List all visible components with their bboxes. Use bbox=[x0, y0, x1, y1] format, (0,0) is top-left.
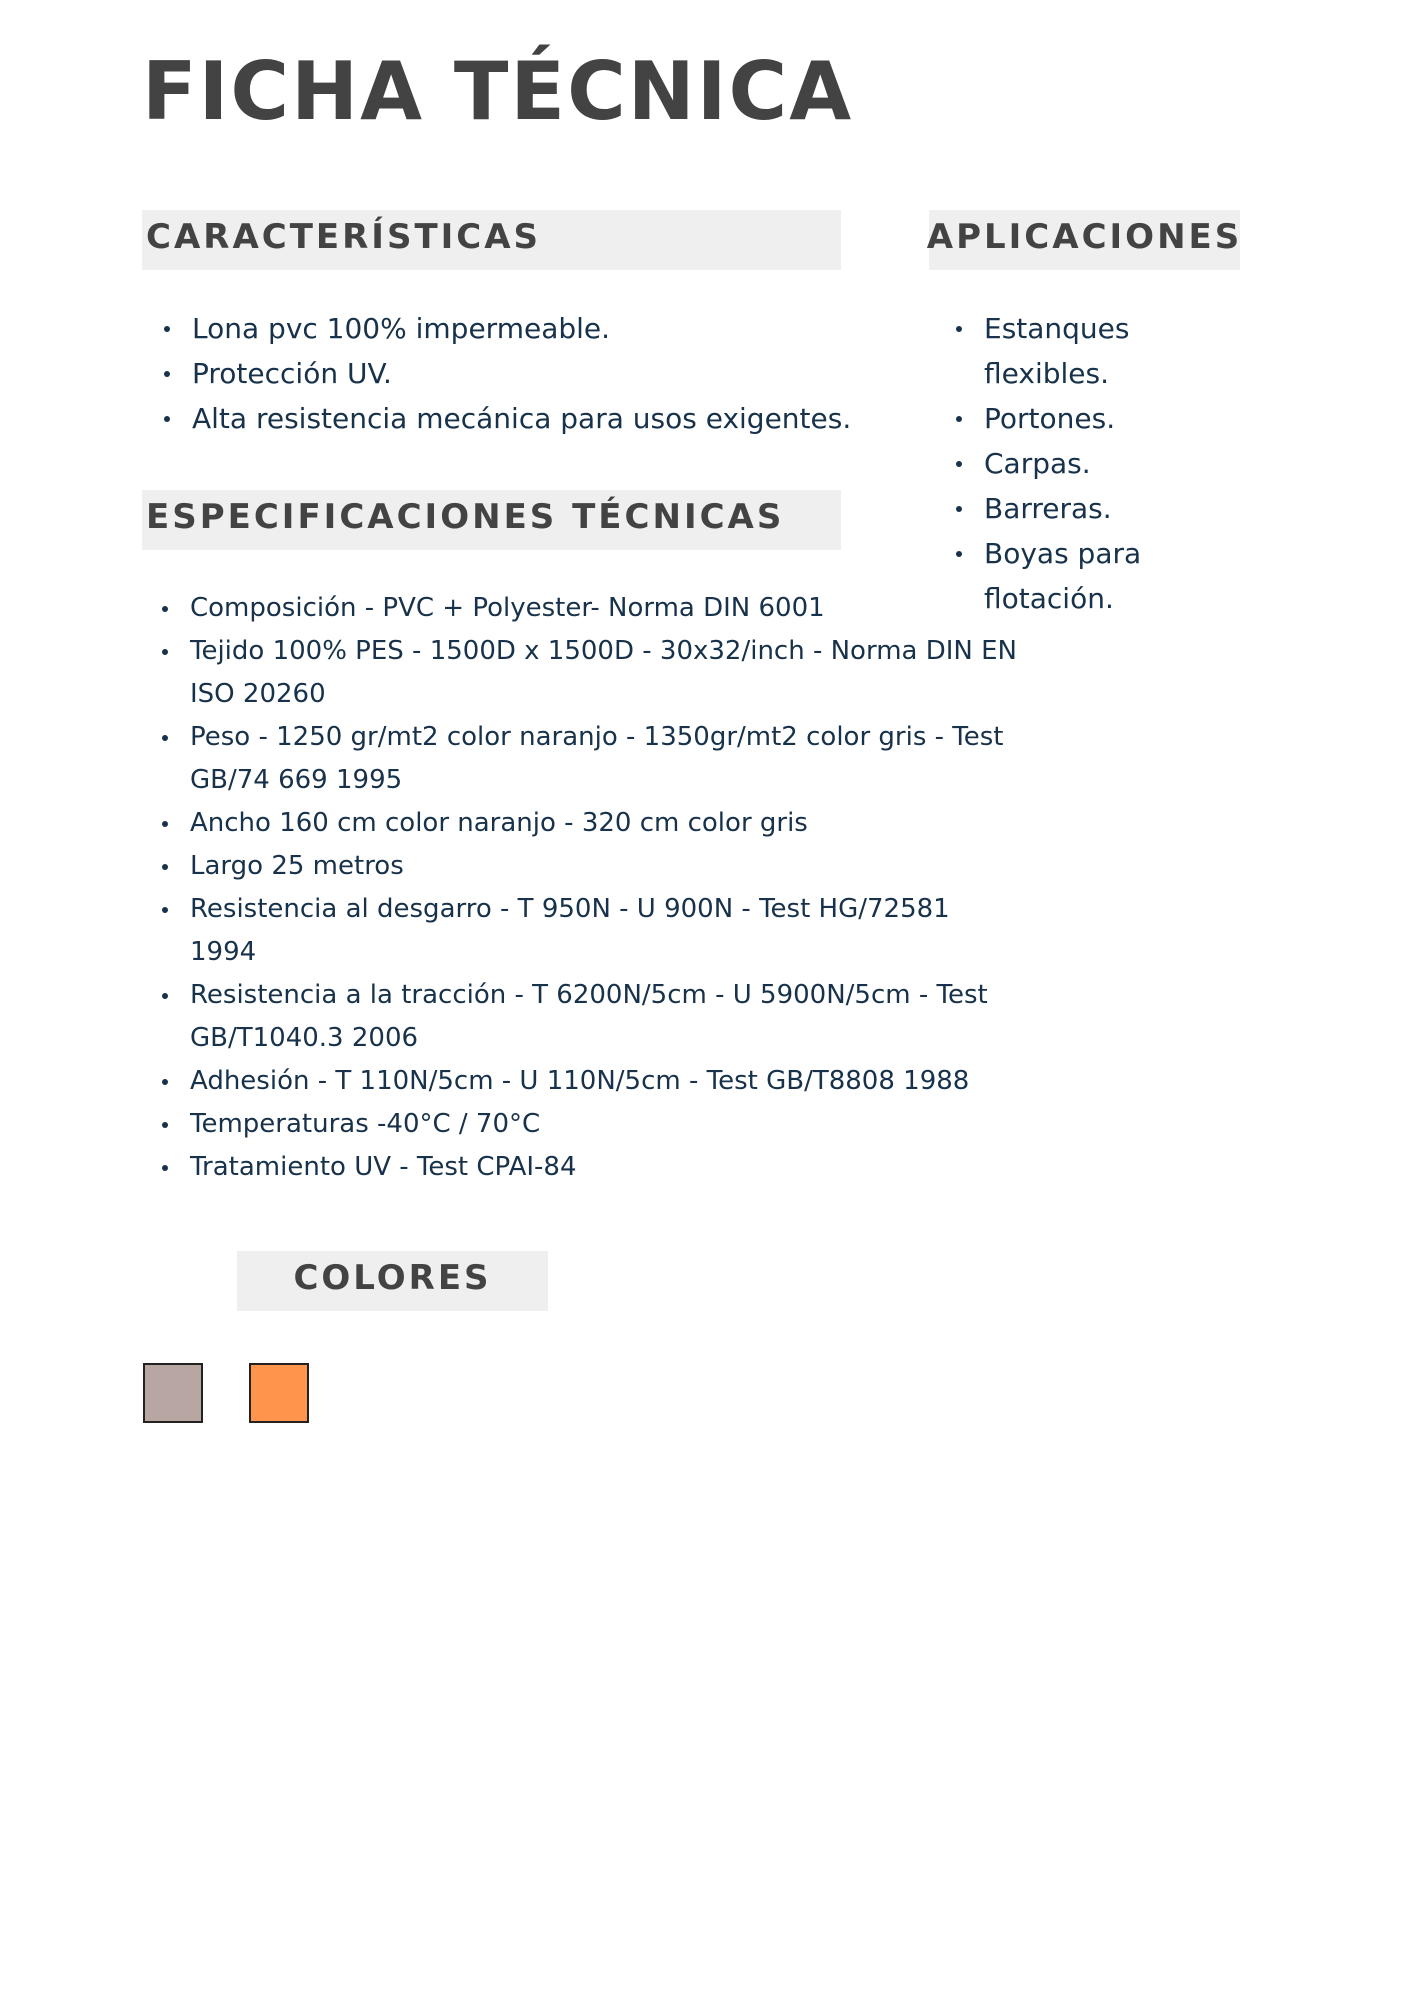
caracteristicas-heading: CARACTERÍSTICAS bbox=[142, 210, 841, 270]
aplicaciones-heading: APLICACIONES bbox=[929, 210, 1240, 270]
list-item: Carpas. bbox=[984, 441, 1204, 486]
list-item: Peso - 1250 gr/mt2 color naranjo - 1350gr/mt2 color gris - Test GB/74 669 1995 bbox=[190, 716, 1020, 802]
aplicaciones-list bbox=[984, 306, 1204, 621]
list-item: Boyas para flotación. bbox=[984, 531, 1204, 621]
list-item: Estanques flexibles. bbox=[984, 306, 1204, 396]
list-item: Alta resistencia mecánica para usos exigentes. bbox=[192, 396, 852, 441]
list-item: Portones. bbox=[984, 396, 1204, 441]
colores-heading: COLORES bbox=[237, 1251, 548, 1311]
list-item: Ancho 160 cm color naranjo - 320 cm color gris bbox=[190, 802, 1020, 845]
especificaciones-heading: ESPECIFICACIONES TÉCNICAS bbox=[142, 490, 841, 550]
list-item: Temperaturas -40°C / 70°C bbox=[190, 1103, 1020, 1146]
list-item: Lona pvc 100% impermeable. bbox=[192, 306, 852, 351]
caracteristicas-list bbox=[192, 306, 852, 441]
list-item: Tejido 100% PES - 1500D x 1500D - 30x32/inch - Norma DIN EN ISO 20260 bbox=[190, 630, 1020, 716]
list-item: Resistencia al desgarro - T 950N - U 900N - Test HG/72581 1994 bbox=[190, 888, 1020, 974]
color-swatch-gray bbox=[143, 1363, 203, 1423]
color-swatch-orange bbox=[249, 1363, 309, 1423]
page-title: FICHA TÉCNICA bbox=[142, 45, 854, 138]
list-item: Composición - PVC + Polyester- Norma DIN 6001 bbox=[190, 587, 1020, 630]
list-item: Tratamiento UV - Test CPAI-84 bbox=[190, 1146, 1020, 1189]
list-item: Protección UV. bbox=[192, 351, 852, 396]
list-item: Adhesión - T 110N/5cm - U 110N/5cm - Test GB/T8808 1988 bbox=[190, 1060, 1020, 1103]
list-item: Largo 25 metros bbox=[190, 845, 1020, 888]
especificaciones-list bbox=[190, 587, 1020, 1189]
list-item: Barreras. bbox=[984, 486, 1204, 531]
list-item: Resistencia a la tracción - T 6200N/5cm - U 5900N/5cm - Test GB/T1040.3 2006 bbox=[190, 974, 1020, 1060]
